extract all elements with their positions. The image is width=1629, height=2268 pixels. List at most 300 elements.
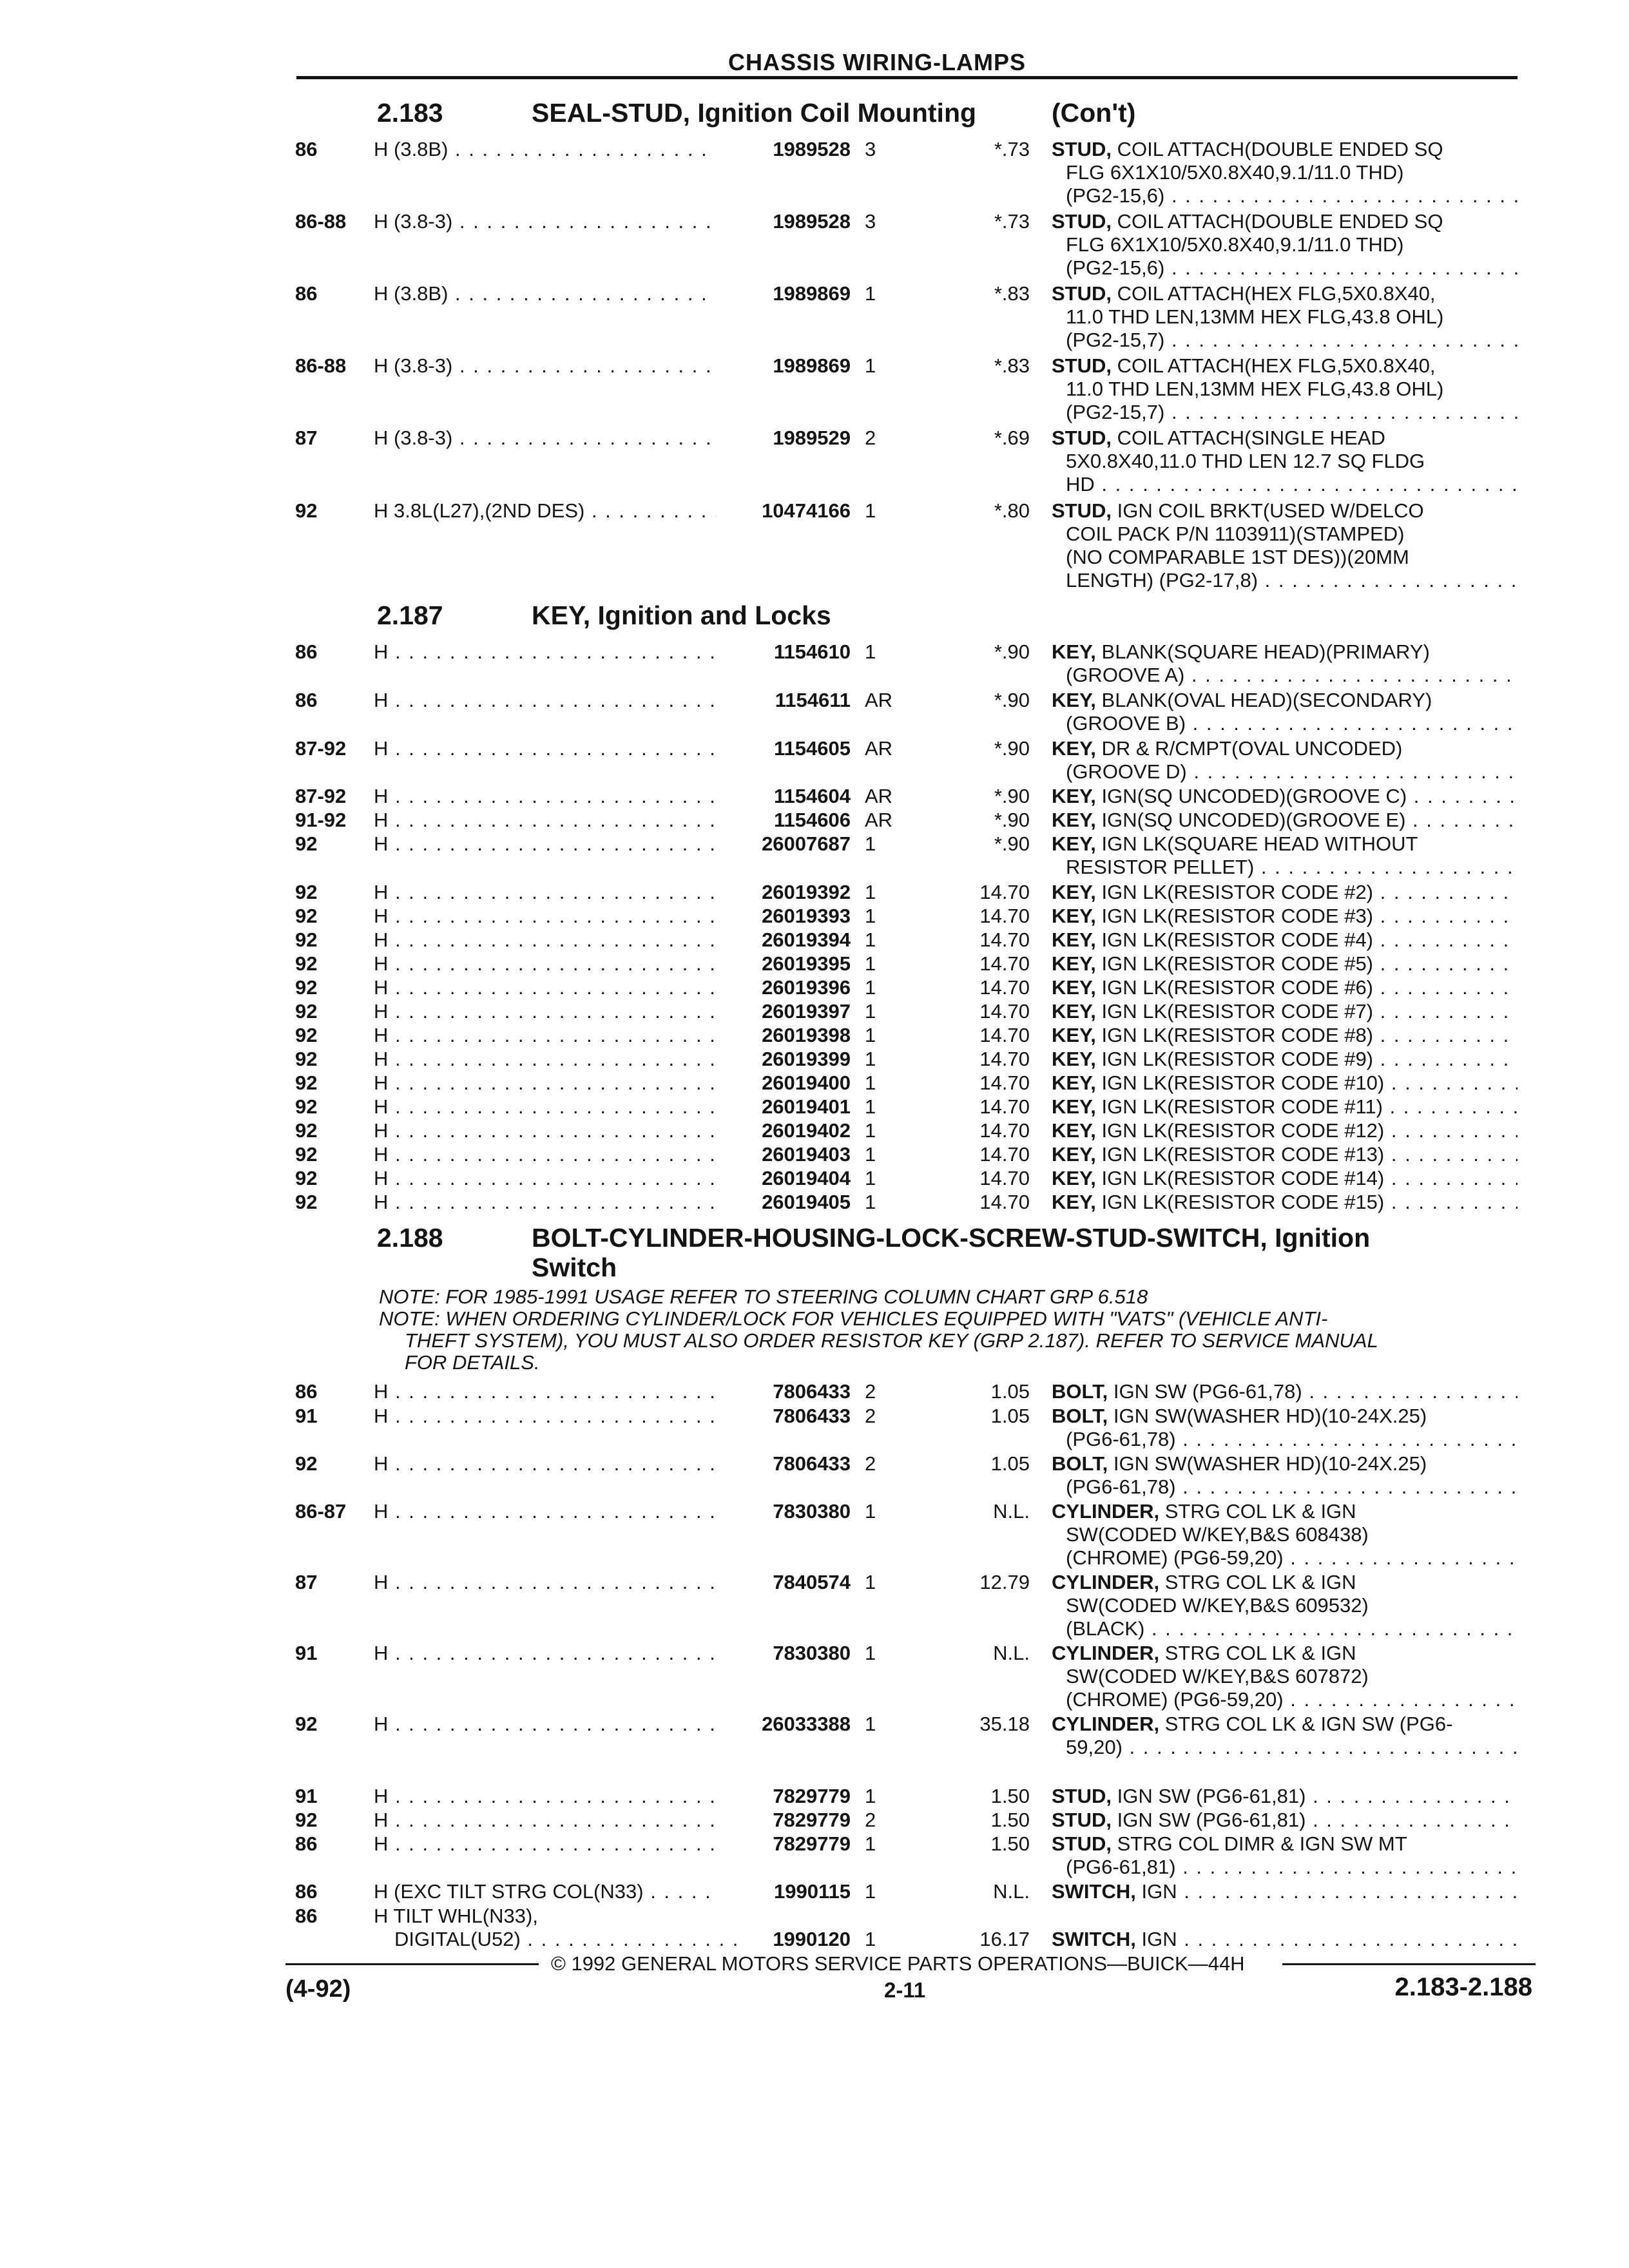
part-description — [1052, 1024, 1518, 1047]
description-text: IGN(SQ UNCODED)(GROOVE E) — [1095, 809, 1406, 831]
price: 1.50 — [990, 1832, 1030, 1855]
part-number: 7806433 — [773, 1380, 851, 1403]
description-line — [1052, 1143, 1518, 1166]
description-text: (PG6-61,78) — [1066, 1428, 1176, 1450]
description-line — [1052, 1594, 1518, 1617]
description-line — [1052, 1523, 1518, 1546]
description-line — [1052, 1665, 1518, 1688]
model-year: 92 — [295, 976, 318, 999]
description-line — [1052, 905, 1518, 928]
vehicle-type: H (3.8-3) . . . — [374, 354, 717, 378]
description-keyword: CYLINDER, — [1052, 1713, 1160, 1735]
part-description — [1052, 1928, 1518, 1951]
description-keyword: KEY, — [1052, 952, 1096, 975]
quantity: 1 — [865, 928, 876, 951]
quantity: 1 — [865, 640, 876, 663]
quantity: 2 — [865, 1405, 876, 1427]
description-line — [1052, 809, 1518, 832]
part-number: 1154606 — [774, 809, 851, 831]
price: *.90 — [994, 689, 1030, 711]
price: *.90 — [994, 785, 1030, 807]
quantity: 1 — [865, 1143, 876, 1166]
vehicle-type: H . . . — [374, 905, 717, 928]
quantity: 1 — [865, 1713, 876, 1735]
model-year: 87 — [295, 427, 318, 449]
model-year: 92 — [295, 1072, 318, 1094]
section-number: 2.188 — [377, 1223, 443, 1253]
vehicle-type: H . . . — [374, 785, 717, 808]
part-description — [1052, 1880, 1518, 1903]
vehicle-type: H . . . — [374, 689, 717, 712]
description-line — [1052, 1119, 1518, 1142]
description-keyword: KEY, — [1052, 737, 1096, 760]
description-text: IGN LK(RESISTOR CODE #14) — [1095, 1167, 1385, 1189]
description-line — [1052, 184, 1518, 207]
description-text: (PG6-61,78) — [1066, 1475, 1176, 1498]
quantity: 1 — [865, 1191, 876, 1213]
description-keyword: STUD, — [1052, 1785, 1112, 1807]
model-year: 92 — [295, 832, 318, 855]
vehicle-type: H . . . — [374, 1809, 717, 1832]
description-keyword: BOLT, — [1052, 1380, 1108, 1403]
description-text: COIL ATTACH(HEX FLG,5X0.8X40, — [1112, 354, 1436, 377]
part-number: 26007687 — [762, 832, 851, 855]
vehicle-type: H . . . — [374, 640, 717, 664]
description-keyword: CYLINDER, — [1052, 1571, 1160, 1593]
description-line — [1052, 1832, 1518, 1856]
part-description — [1052, 1809, 1518, 1832]
description-line — [1052, 233, 1518, 256]
description-keyword: KEY, — [1052, 881, 1096, 903]
vehicle-type: H . . . — [374, 1452, 717, 1475]
model-year: 92 — [295, 881, 318, 903]
description-line — [1052, 1856, 1518, 1879]
vehicle-type: H . . . — [374, 952, 717, 975]
description-keyword: BOLT, — [1052, 1452, 1108, 1475]
part-number: 26019402 — [762, 1119, 851, 1142]
description-line — [1052, 1571, 1518, 1594]
part-description — [1052, 1095, 1518, 1119]
header-rule — [296, 76, 1518, 79]
description-keyword: KEY, — [1052, 928, 1096, 951]
part-number: 1990115 — [774, 1880, 851, 1903]
vehicle-type: H . . . — [374, 1713, 717, 1736]
model-year: 86-88 — [295, 210, 347, 233]
part-number: 7829779 — [773, 1832, 851, 1855]
description-text: BLANK(OVAL HEAD)(SECONDARY) — [1095, 689, 1432, 711]
price: 14.70 — [979, 1119, 1030, 1142]
vehicle-type: H . . . — [374, 976, 717, 999]
quantity: 1 — [865, 282, 876, 305]
description-line — [1052, 161, 1518, 184]
description-line — [1052, 1713, 1518, 1736]
description-text: IGN LK(RESISTOR CODE #6) — [1095, 976, 1374, 999]
description-keyword: SWITCH, — [1052, 1928, 1136, 1950]
model-year: 92 — [295, 1000, 318, 1023]
part-number: 26019404 — [762, 1167, 851, 1189]
description-text: SW(CODED W/KEY,B&S 607872) — [1066, 1665, 1369, 1687]
price: 14.70 — [979, 1000, 1030, 1023]
part-description — [1052, 928, 1518, 952]
footer-group-range: 2.183-2.188 — [1394, 1973, 1532, 2001]
model-year: 91 — [295, 1642, 318, 1664]
price: 14.70 — [979, 881, 1030, 903]
description-text: COIL ATTACH(DOUBLE ENDED SQ — [1112, 210, 1443, 233]
description-line — [1052, 401, 1518, 424]
model-year: 92 — [295, 499, 318, 522]
part-number: 1154611 — [775, 689, 851, 711]
footer-rule-right — [1282, 1963, 1536, 1965]
description-text: IGN SW(WASHER HD)(10-24X.25) — [1108, 1405, 1427, 1427]
vehicle-type: H (3.8-3) . . . — [374, 427, 717, 450]
description-keyword: KEY, — [1052, 809, 1096, 831]
description-text: FLG 6X1X10/5X0.8X40,9.1/11.0 THD) — [1066, 233, 1404, 256]
description-keyword: STUD, — [1052, 1832, 1112, 1855]
description-line — [1052, 760, 1518, 783]
price: 1.05 — [990, 1452, 1030, 1475]
price: N.L. — [993, 1500, 1030, 1523]
price: 14.70 — [979, 976, 1030, 999]
vehicle-type: H . . . — [374, 1072, 717, 1095]
part-description — [1052, 1072, 1518, 1095]
description-text: FLG 6X1X10/5X0.8X40,9.1/11.0 THD) — [1066, 161, 1404, 184]
part-number: 10474166 — [762, 499, 851, 522]
model-year: 91 — [295, 1785, 318, 1807]
quantity: 1 — [865, 1880, 876, 1903]
description-text: 11.0 THD LEN,13MM HEX FLG,43.8 OHL) — [1066, 378, 1444, 400]
description-line — [1052, 1428, 1518, 1451]
section-note: NOTE: WHEN ORDERING CYLINDER/LOCK FOR VEHICLES EQUIPPED WITH "VATS" (VEHICLE ANTI- — [379, 1307, 1328, 1330]
part-number: 1989528 — [773, 138, 851, 160]
description-keyword: KEY, — [1052, 1095, 1096, 1118]
quantity: 2 — [865, 1452, 876, 1475]
part-description — [1052, 210, 1518, 280]
vehicle-type: H (EXC TILT STRG COL(N33) . . . — [374, 1880, 717, 1903]
description-text: COIL ATTACH(SINGLE HEAD — [1112, 427, 1385, 449]
vehicle-type: H . . . — [374, 1119, 717, 1142]
description-keyword: KEY, — [1052, 1119, 1096, 1142]
vehicle-type: H . . . — [374, 1095, 717, 1119]
description-keyword: STUD, — [1052, 499, 1112, 522]
price: 14.70 — [979, 1048, 1030, 1070]
model-year: 86 — [295, 1832, 318, 1855]
description-text: IGN LK(RESISTOR CODE #11) — [1095, 1095, 1383, 1118]
description-keyword: KEY, — [1052, 689, 1096, 711]
part-description — [1052, 282, 1518, 352]
part-description — [1052, 809, 1518, 832]
part-number: 26019399 — [762, 1048, 851, 1070]
description-line — [1052, 523, 1518, 546]
description-text: STRG COL DIMR & IGN SW MT — [1112, 1832, 1407, 1855]
vehicle-type: H . . . — [374, 832, 717, 856]
quantity: 1 — [865, 952, 876, 975]
description-line — [1052, 1452, 1518, 1475]
vehicle-type: DIGITAL(U52) . . . — [394, 1928, 737, 1951]
description-line — [1052, 1191, 1518, 1214]
vehicle-type: H . . . — [374, 809, 717, 832]
part-description — [1052, 1571, 1518, 1640]
quantity: 1 — [865, 1832, 876, 1855]
model-year: 92 — [295, 1809, 318, 1831]
description-line — [1052, 689, 1518, 712]
quantity: 1 — [865, 499, 876, 522]
description-line — [1052, 881, 1518, 904]
section-title: SEAL-STUD, Ignition Coil Mounting — [532, 98, 977, 128]
price: 1.05 — [990, 1405, 1030, 1427]
part-number: 1989529 — [773, 427, 851, 449]
model-year: 86 — [295, 1880, 318, 1903]
description-keyword: STUD, — [1052, 210, 1112, 233]
section-note: THEFT SYSTEM), YOU MUST ALSO ORDER RESISTOR KEY (GRP 2.187). REFER TO SERVICE MANUAL — [405, 1329, 1378, 1352]
vehicle-type: H . . . — [374, 1500, 717, 1523]
quantity: AR — [865, 689, 893, 711]
price: 1.50 — [990, 1785, 1030, 1807]
price: 14.70 — [979, 1191, 1030, 1213]
part-number: 1989869 — [773, 282, 851, 305]
description-text: IGN LK(RESISTOR CODE #7) — [1095, 1000, 1374, 1023]
description-text: COIL PACK P/N 1103911)(STAMPED) — [1066, 523, 1405, 545]
description-keyword: STUD, — [1052, 427, 1112, 449]
description-line — [1052, 1642, 1518, 1665]
description-text: IGN COIL BRKT(USED W/DELCO — [1112, 499, 1424, 522]
part-description — [1052, 1642, 1518, 1711]
model-year: 86 — [295, 1380, 318, 1403]
part-number: 26019392 — [762, 881, 851, 903]
description-line — [1052, 427, 1518, 450]
vehicle-type: H . . . — [374, 1380, 717, 1403]
description-line — [1052, 354, 1518, 378]
description-keyword: STUD, — [1052, 354, 1112, 377]
description-line — [1052, 1546, 1518, 1570]
quantity: 3 — [865, 138, 876, 160]
description-line — [1052, 473, 1518, 496]
part-number: 26019397 — [762, 1000, 851, 1023]
description-keyword: KEY, — [1052, 1024, 1096, 1046]
description-line — [1052, 1072, 1518, 1095]
price: 16.17 — [979, 1928, 1030, 1950]
page-title: CHASSIS WIRING-LAMPS — [728, 49, 1027, 75]
vehicle-type: H . . . — [374, 928, 717, 952]
part-number: 26033388 — [762, 1713, 851, 1735]
model-year: 86-87 — [295, 1500, 347, 1523]
description-text: (GROOVE B) — [1066, 712, 1186, 735]
description-line — [1052, 856, 1518, 879]
model-year: 86 — [295, 282, 318, 305]
description-text: HD — [1066, 473, 1095, 495]
quantity: 1 — [865, 1095, 876, 1118]
price: *.83 — [994, 282, 1030, 305]
price: 14.70 — [979, 1167, 1030, 1189]
description-text: (CHROME) (PG6-59,20) — [1066, 1688, 1284, 1711]
quantity: 1 — [865, 1072, 876, 1094]
description-line — [1052, 928, 1518, 952]
vehicle-type: H . . . — [374, 1143, 717, 1166]
vehicle-type: H . . . — [374, 1642, 717, 1665]
description-text: IGN LK(RESISTOR CODE #8) — [1095, 1024, 1374, 1046]
description-text: STRG COL LK & IGN — [1159, 1500, 1356, 1523]
description-line — [1052, 1785, 1518, 1808]
vehicle-type: H . . . — [374, 737, 717, 760]
part-description — [1052, 832, 1518, 879]
vehicle-type: H TILT WHL(N33), — [374, 1905, 538, 1927]
price: N.L. — [993, 1642, 1030, 1664]
quantity: 1 — [865, 1928, 876, 1950]
model-year: 92 — [295, 905, 318, 927]
description-keyword: KEY, — [1052, 976, 1096, 999]
part-description — [1052, 138, 1518, 207]
model-year: 92 — [295, 928, 318, 951]
part-description — [1052, 737, 1518, 783]
description-text: IGN LK(RESISTOR CODE #10) — [1095, 1072, 1385, 1094]
footer-page-number: 2-11 — [884, 1978, 926, 2002]
price: *.90 — [994, 640, 1030, 663]
description-line — [1052, 256, 1518, 280]
part-number: 1989869 — [773, 354, 851, 377]
part-number: 26019395 — [762, 952, 851, 975]
quantity: 1 — [865, 905, 876, 927]
model-year: 92 — [295, 1191, 318, 1213]
description-text: (PG2-15,6) — [1066, 184, 1165, 207]
description-keyword: KEY, — [1052, 785, 1096, 807]
description-line — [1052, 712, 1518, 735]
description-text: 5X0.8X40,11.0 THD LEN 12.7 SQ FLDG — [1066, 450, 1425, 472]
description-line — [1052, 737, 1518, 760]
description-line — [1052, 305, 1518, 329]
model-year: 92 — [295, 1452, 318, 1475]
description-line — [1052, 976, 1518, 999]
description-line — [1052, 450, 1518, 473]
description-line — [1052, 1500, 1518, 1523]
model-year: 92 — [295, 1143, 318, 1166]
model-year: 92 — [295, 1024, 318, 1046]
description-text: IGN LK(RESISTOR CODE #5) — [1095, 952, 1374, 975]
price: *.90 — [994, 832, 1030, 855]
part-number: 7840574 — [773, 1571, 851, 1593]
price: *.83 — [994, 354, 1030, 377]
price: 14.70 — [979, 1143, 1030, 1166]
model-year: 87-92 — [295, 737, 347, 760]
quantity: AR — [865, 809, 893, 831]
section-number: 2.183 — [377, 98, 443, 128]
section-number: 2.187 — [377, 601, 443, 630]
footer-date: (4-92) — [285, 1975, 351, 2003]
description-line — [1052, 1380, 1518, 1403]
description-text: BLANK(SQUARE HEAD)(PRIMARY) — [1095, 640, 1430, 663]
section-title: BOLT-CYLINDER-HOUSING-LOCK-SCREW-STUD-SWITCH, Ignition — [532, 1223, 1371, 1253]
part-description — [1052, 1167, 1518, 1190]
part-description — [1052, 1713, 1518, 1759]
part-number: 26019405 — [762, 1191, 851, 1213]
part-description — [1052, 1832, 1518, 1879]
description-text: IGN LK(RESISTOR CODE #12) — [1095, 1119, 1385, 1142]
vehicle-type: H . . . — [374, 1167, 717, 1190]
model-year: 86 — [295, 138, 318, 160]
vehicle-type: H . . . — [374, 1191, 717, 1214]
description-text: IGN LK(RESISTOR CODE #13) — [1095, 1143, 1385, 1166]
part-description — [1052, 1191, 1518, 1214]
quantity: 1 — [865, 1785, 876, 1807]
vehicle-type: H (3.8-3) . . . — [374, 210, 717, 233]
description-text: (PG2-15,7) — [1066, 329, 1165, 351]
model-year: 92 — [295, 1048, 318, 1070]
part-number: 1154610 — [774, 640, 851, 663]
price: 14.70 — [979, 1072, 1030, 1094]
part-description — [1052, 1785, 1518, 1808]
section-title: KEY, Ignition and Locks — [532, 601, 831, 630]
part-number: 7830380 — [773, 1642, 851, 1664]
description-line — [1052, 1024, 1518, 1047]
description-line — [1052, 546, 1518, 569]
footer-copyright: © 1992 GENERAL MOTORS SERVICE PARTS OPERATIONS—BUICK—44H — [551, 1952, 1245, 1975]
description-line — [1052, 138, 1518, 161]
part-description — [1052, 1405, 1518, 1451]
vehicle-type: H . . . — [374, 1405, 717, 1428]
part-number: 1154604 — [774, 785, 851, 807]
part-description — [1052, 689, 1518, 735]
model-year: 86-88 — [295, 354, 347, 377]
description-keyword: KEY, — [1052, 1191, 1096, 1213]
description-keyword: KEY, — [1052, 1000, 1096, 1023]
description-line — [1052, 329, 1518, 352]
quantity: 1 — [865, 1119, 876, 1142]
price: 1.50 — [990, 1809, 1030, 1831]
model-year: 92 — [295, 1119, 318, 1142]
part-description — [1052, 881, 1518, 904]
description-text: COIL ATTACH(HEX FLG,5X0.8X40, — [1112, 282, 1436, 305]
model-year: 91-92 — [295, 809, 347, 831]
part-number: 26019394 — [762, 928, 851, 951]
description-text: STRG COL LK & IGN — [1159, 1571, 1356, 1593]
quantity: 1 — [865, 1048, 876, 1070]
description-text: (PG6-61,81) — [1066, 1856, 1176, 1878]
footer-rule-left — [285, 1963, 539, 1965]
description-line — [1052, 952, 1518, 975]
quantity: AR — [865, 785, 893, 807]
description-line — [1052, 1048, 1518, 1071]
quantity: 3 — [865, 210, 876, 233]
description-keyword: KEY, — [1052, 640, 1096, 663]
section-continued: (Con't) — [1052, 98, 1136, 128]
description-text: (GROOVE A) — [1066, 664, 1185, 686]
description-text: IGN LK(RESISTOR CODE #9) — [1095, 1048, 1374, 1070]
model-year: 87-92 — [295, 785, 347, 807]
part-description — [1052, 1048, 1518, 1071]
description-line — [1052, 1928, 1518, 1951]
part-number: 7806433 — [773, 1405, 851, 1427]
part-description — [1052, 1380, 1518, 1403]
quantity: 1 — [865, 976, 876, 999]
section-title-continued: Switch — [532, 1253, 617, 1282]
description-text: (BLACK) — [1066, 1617, 1145, 1640]
part-number: 26019393 — [762, 905, 851, 927]
description-keyword: BOLT, — [1052, 1405, 1108, 1427]
description-text: IGN LK(RESISTOR CODE #2) — [1095, 881, 1374, 903]
description-line — [1052, 569, 1518, 592]
description-keyword: SWITCH, — [1052, 1880, 1136, 1903]
vehicle-type: H . . . — [374, 1832, 717, 1856]
model-year: 91 — [295, 1405, 318, 1427]
price: 1.05 — [990, 1380, 1030, 1403]
description-text: RESISTOR PELLET) — [1066, 856, 1255, 878]
quantity: 2 — [865, 1809, 876, 1831]
part-number: 7806433 — [773, 1452, 851, 1475]
description-text: (PG2-15,7) — [1066, 401, 1165, 423]
quantity: 1 — [865, 832, 876, 855]
description-text: 59,20) — [1066, 1736, 1123, 1758]
price: *.69 — [994, 427, 1030, 449]
price: 14.70 — [979, 1024, 1030, 1046]
price: *.73 — [994, 210, 1030, 233]
